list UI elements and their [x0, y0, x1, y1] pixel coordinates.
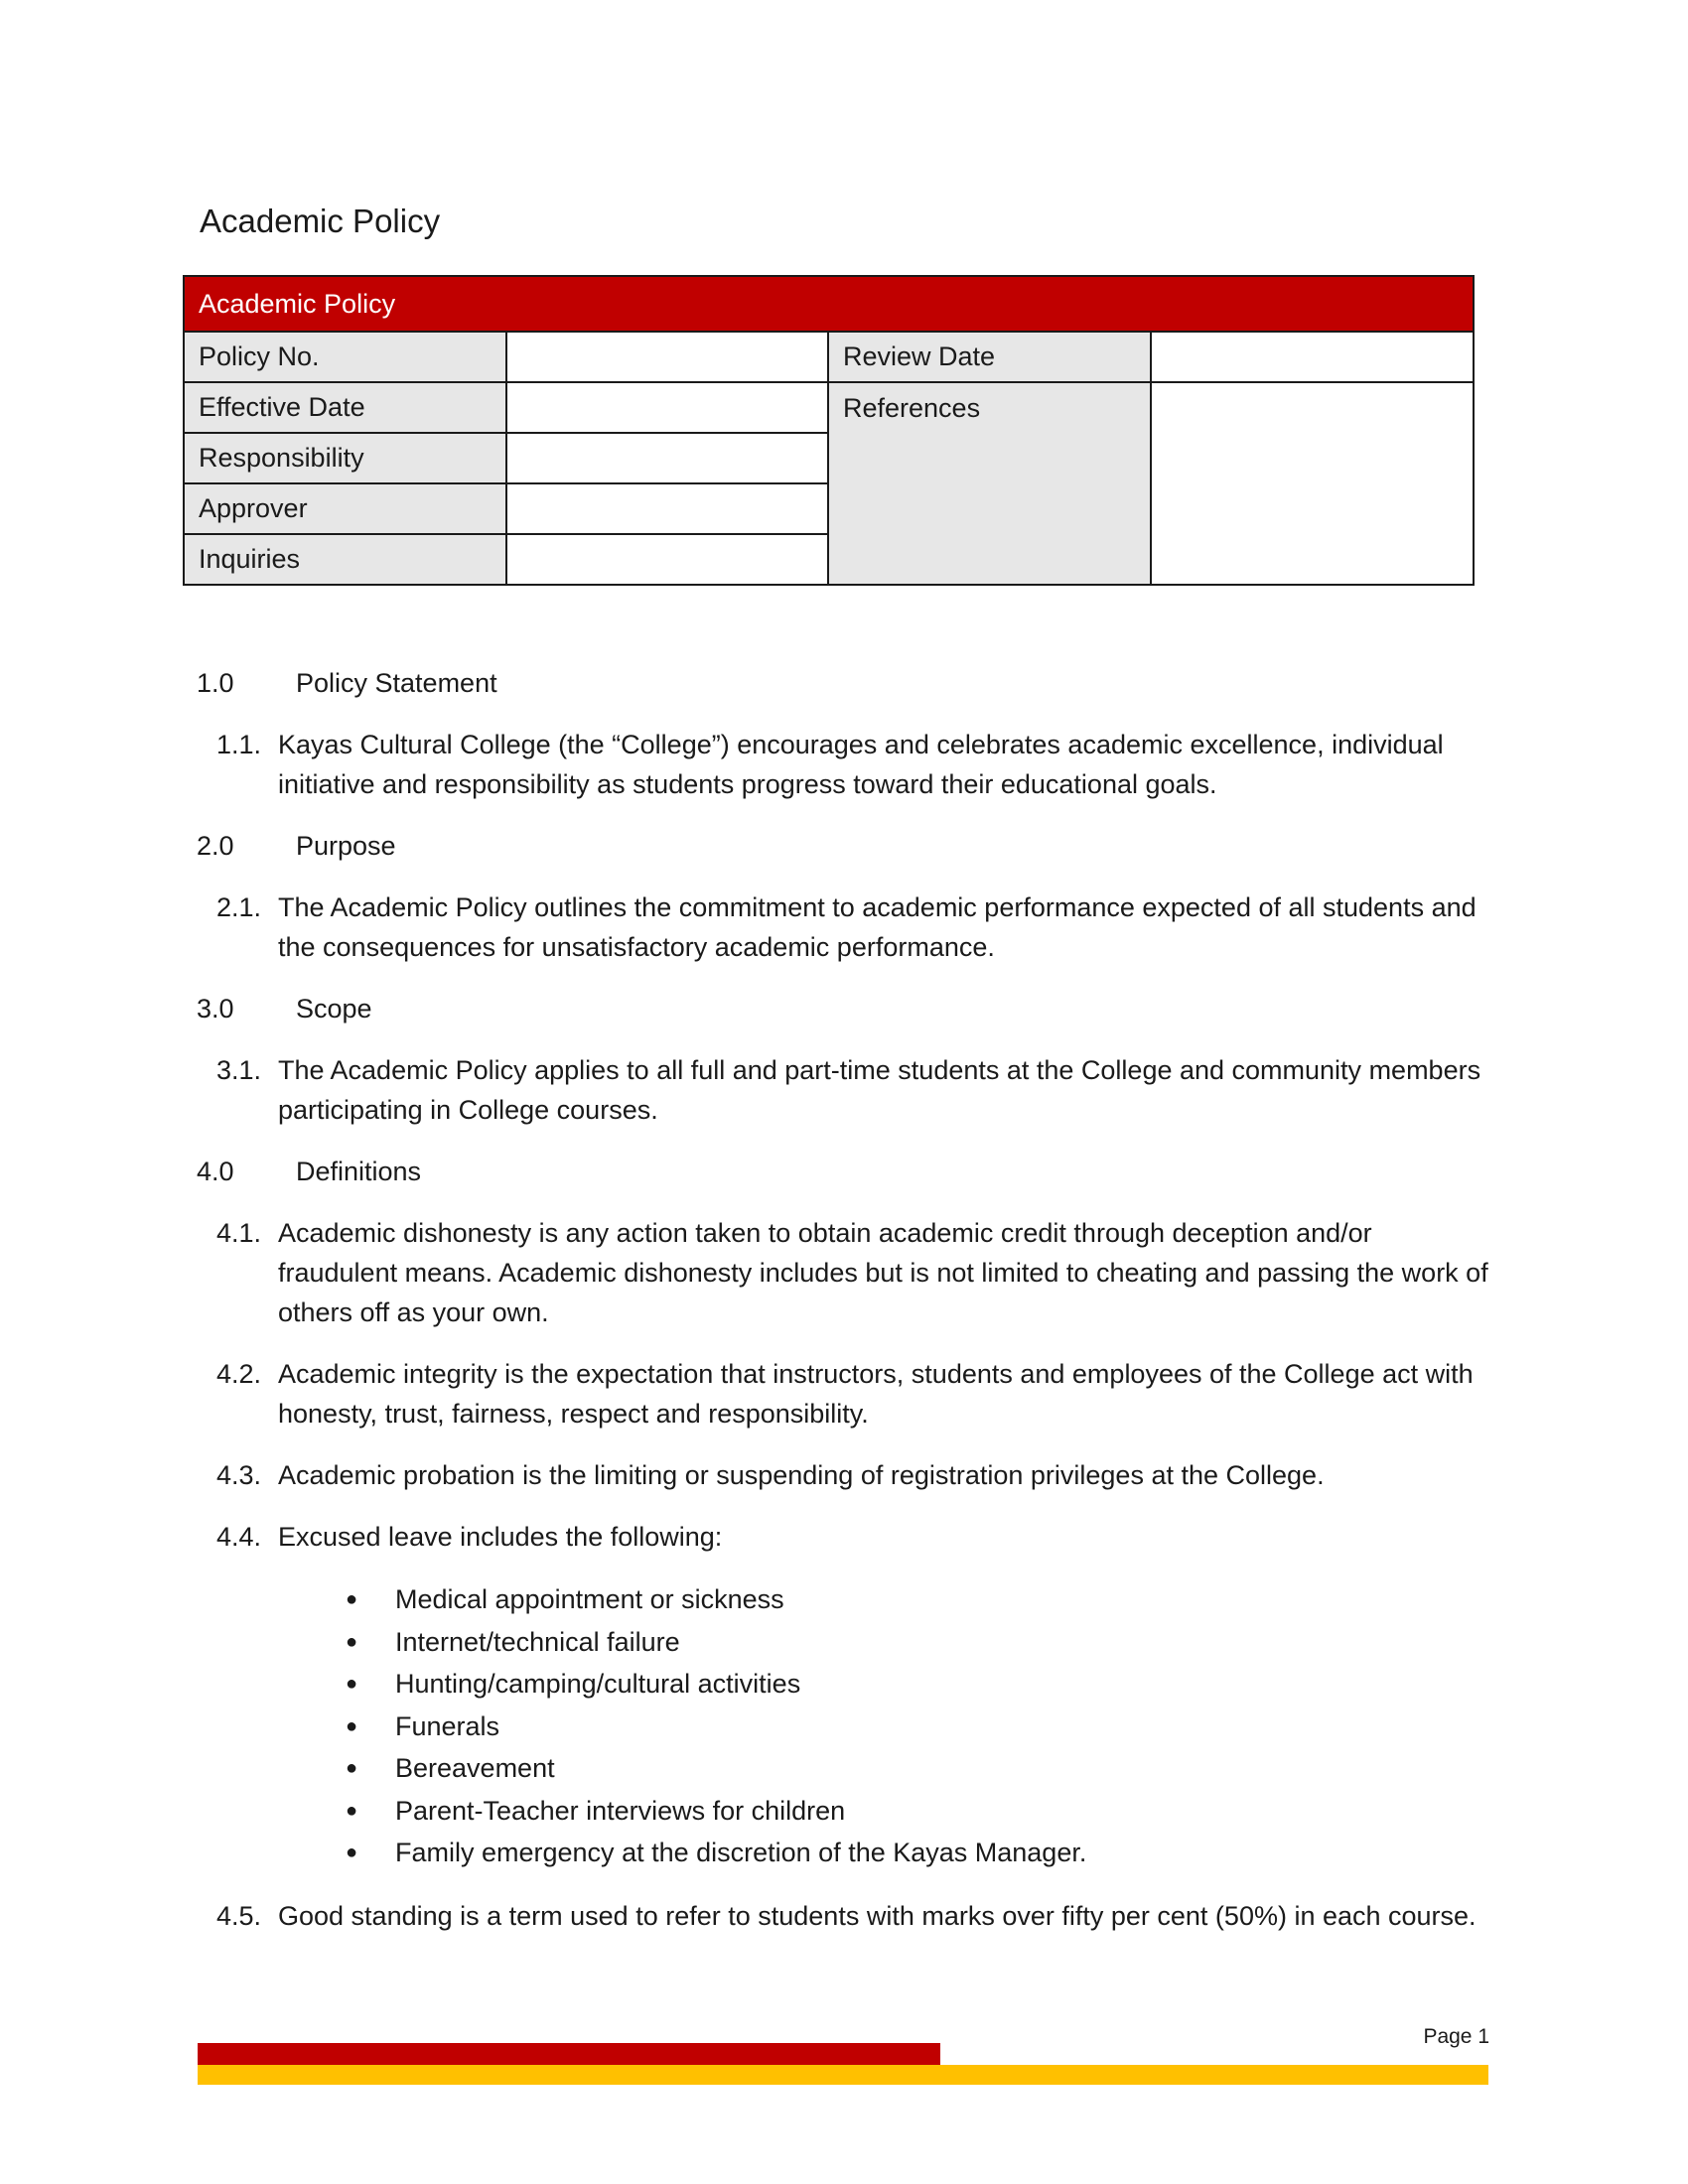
bullet-text: Parent-Teacher interviews for children	[395, 1795, 846, 1826]
policy-no-label: Policy No.	[184, 332, 506, 382]
section-scope	[197, 989, 1497, 1130]
section-title: Policy Statement	[296, 668, 497, 698]
section-number: 3.0	[197, 994, 234, 1024]
section-heading	[197, 1152, 1497, 1191]
bullet-icon: ●	[346, 1673, 358, 1695]
bullet-icon: ●	[346, 1630, 358, 1653]
footer-red-bar	[198, 2043, 940, 2065]
list-item	[346, 1621, 1497, 1664]
item-number: 2.1.	[216, 892, 262, 922]
inquiries-label: Inquiries	[184, 534, 506, 585]
item-text: Good standing is a term used to refer to students with marks over fifty per cent (50%) in each course.	[278, 1900, 1477, 1931]
bullet-text: Bereavement	[395, 1753, 555, 1783]
section-heading	[197, 663, 1497, 703]
list-item	[197, 1896, 1497, 1936]
list-item	[197, 1455, 1497, 1495]
item-text: Academic probation is the limiting or suspending of registration privileges at the College.	[278, 1460, 1325, 1490]
bullet-icon: ●	[346, 1714, 358, 1737]
effective-date-value	[506, 382, 828, 433]
item-text: Excused leave includes the following:	[278, 1522, 723, 1552]
bullet-icon: ●	[346, 1588, 358, 1610]
table-row	[184, 382, 1474, 433]
list-item	[197, 1213, 1497, 1332]
section-title: Definitions	[296, 1157, 422, 1186]
list-item	[346, 1747, 1497, 1790]
item-text: The Academic Policy outlines the commitment to academic performance expected of all students and the consequences for unsatisfactory academic performance.	[278, 892, 1477, 962]
list-item	[197, 1050, 1497, 1130]
review-date-label: Review Date	[828, 332, 1151, 382]
approver-label: Approver	[184, 483, 506, 534]
section-title: Scope	[296, 994, 372, 1024]
list-item	[197, 1354, 1497, 1433]
responsibility-label: Responsibility	[184, 433, 506, 483]
list-item	[346, 1578, 1497, 1621]
list-item	[197, 725, 1497, 804]
bullet-text: Family emergency at the discretion of the Kayas Manager.	[395, 1838, 1087, 1867]
bullet-text: Funerals	[395, 1710, 500, 1741]
item-text: Kayas Cultural College (the “College”) encourages and celebrates academic excellence, individual initiative and responsibility as students progress toward their educational goals.	[278, 730, 1444, 799]
item-number: 4.4.	[216, 1522, 262, 1552]
item-text: The Academic Policy applies to all full and part-time students at the College and community members participating in College courses.	[278, 1055, 1481, 1125]
policy-info-table	[183, 275, 1475, 586]
excused-leave-list	[197, 1578, 1497, 1874]
approver-value	[506, 483, 828, 534]
item-text: Academic integrity is the expectation that instructors, students and employees of the College act with honesty, trust, fairness, respect and responsibility.	[278, 1359, 1474, 1429]
item-number: 4.1.	[216, 1218, 262, 1248]
bullet-text: Medical appointment or sickness	[395, 1584, 784, 1614]
references-value	[1151, 382, 1474, 585]
bullet-icon: ●	[346, 1842, 358, 1863]
list-item	[346, 1706, 1497, 1748]
item-number: 1.1.	[216, 730, 262, 759]
footer-yellow-bar	[198, 2065, 1488, 2085]
responsibility-value	[506, 433, 828, 483]
references-label: References	[828, 382, 1151, 585]
review-date-value	[1151, 332, 1474, 382]
item-number: 3.1.	[216, 1055, 262, 1085]
section-number: 4.0	[197, 1157, 234, 1186]
section-heading	[197, 989, 1497, 1028]
list-item	[197, 887, 1497, 967]
list-item	[346, 1832, 1497, 1874]
section-number: 1.0	[197, 668, 234, 698]
list-item	[197, 1517, 1497, 1557]
section-title: Purpose	[296, 831, 396, 861]
section-heading	[197, 826, 1497, 866]
section-policy-statement	[197, 663, 1497, 804]
inquiries-value	[506, 534, 828, 585]
list-item	[346, 1790, 1497, 1833]
section-purpose	[197, 826, 1497, 967]
bullet-text: Internet/technical failure	[395, 1626, 680, 1657]
section-definitions	[197, 1152, 1497, 1936]
effective-date-label: Effective Date	[184, 382, 506, 433]
bullet-icon: ●	[346, 1799, 358, 1822]
list-item	[346, 1663, 1497, 1706]
bullet-icon: ●	[346, 1757, 358, 1779]
policy-no-value	[506, 332, 828, 382]
page-title: Academic Policy	[200, 203, 441, 239]
bullet-text: Hunting/camping/cultural activities	[395, 1669, 801, 1699]
item-number: 4.5.	[216, 1900, 262, 1931]
page-number: Page 1	[1423, 2025, 1489, 2048]
table-row	[184, 332, 1474, 382]
table-header: Academic Policy	[184, 276, 1474, 332]
section-number: 2.0	[197, 831, 234, 861]
item-number: 4.2.	[216, 1359, 262, 1389]
item-number: 4.3.	[216, 1460, 262, 1490]
item-text: Academic dishonesty is any action taken to obtain academic credit through deception and/or fraudulent means. Academic dishonesty includes but is not limited to cheating and passing the work of others off as your own.	[278, 1218, 1488, 1327]
